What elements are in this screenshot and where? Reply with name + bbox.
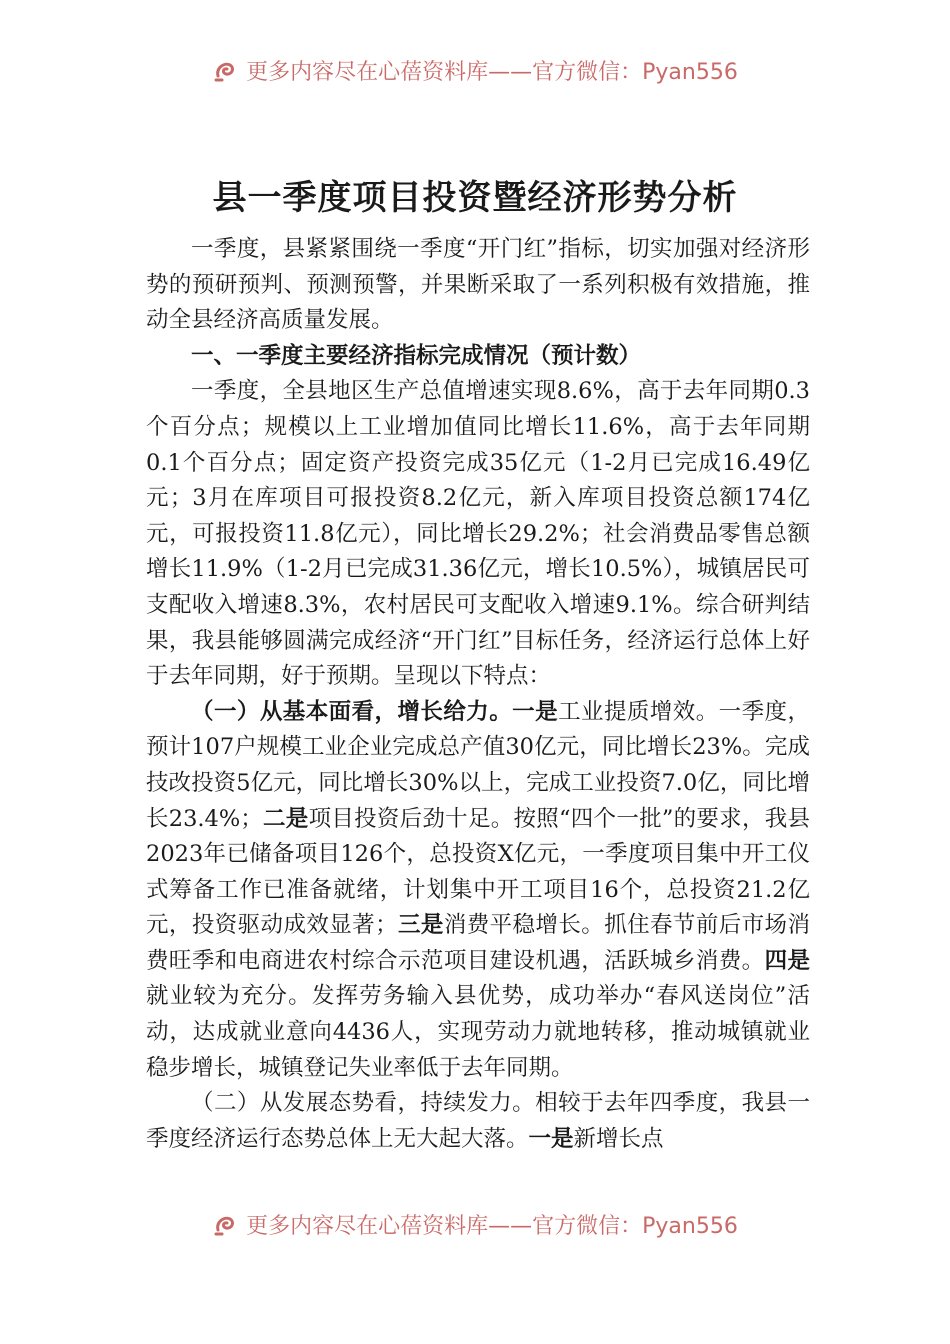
trend-paragraph [146, 1086, 810, 1157]
fundamentals-paragraph [146, 695, 810, 1087]
watermark-text: 更多内容尽在心蓓资料库——官方微信：Pyan556 [246, 1213, 738, 1239]
point-marker: 一是 [512, 698, 559, 725]
document-body [146, 232, 810, 1157]
point-text: 就业较为充分。发挥劳务输入县优势，成功举办“春风送岗位”活动，达成就业意向4436人，实现劳动力就地转移，推动城镇就业稳步增长，城镇登记失业率低于去年同期。 [146, 983, 810, 1081]
watermark-text: 更多内容尽在心蓓资料库——官方微信：Pyan556 [246, 59, 738, 85]
point-marker: 三是 [397, 912, 444, 939]
spiral-logo-icon [212, 1210, 240, 1238]
point-marker: 二是 [262, 805, 309, 832]
spiral-logo-icon [212, 56, 240, 84]
point-text: 新增长点 [573, 1125, 664, 1152]
point-text: 工业提质增效。一季度，预计107户规模工业企业完成总产值30亿元，同比增长23%。完成技改投资5亿元，同比增长30%以上，完成工业投资7.0亿，同比增长23.4%； [146, 698, 810, 832]
point-marker: 四是 [764, 947, 810, 974]
point-text: 项目投资后劲十足。按照“四个一批”的要求，我县2023年已储备项目126个，总投资X亿元，一季度项目集中开工仪式筹备工作已准备就绪，计划集中开工项目16个，总投资21.2亿元，投资驱动成效显著； [146, 805, 810, 939]
intro-paragraph: 一季度，县紧紧围绕一季度“开门红”指标，切实加强对经济形势的预研预判、预测预警，并果断采取了一系列积极有效措施，推动全县经济高质量发展。 [146, 236, 810, 334]
point-marker: 一是 [528, 1125, 574, 1152]
point-text: 消费平稳增长。抓住春节前后市场消费旺季和电商进农村综合示范项目建设机遇，活跃城乡消费。 [146, 912, 810, 974]
watermark-top [0, 52, 950, 88]
document-title: 县一季度项目投资暨经济形势分析 [212, 178, 738, 218]
paragraph-text: 相较于去年四季度，我县一季度经济运行态势总体上无大起大落。 [146, 1090, 810, 1152]
watermark-bottom [0, 1206, 950, 1242]
subsection-heading: （二）从发展态势看，持续发力。 [191, 1090, 536, 1117]
subsection-heading: （一）从基本面看，增长给力。 [191, 698, 513, 725]
section-heading: 一、一季度主要经济指标完成情况（预计数） [191, 342, 642, 369]
indicators-paragraph: 一季度，全县地区生产总值增速实现8.6%，高于去年同期0.3个百分点；规模以上工业增加值同比增长11.6%，高于去年同期0.1个百分点；固定资产投资完成35亿元（1-2月已完成16.49亿元；3月在库项目可报投资8.2亿元，新入库项目投资总额174亿元，可报投资11.8亿元），同比增长29.2%；社会消费品零售总额增长11.9%（1-2月已完成31.36亿元，增长10.5%），城镇居民可支配收入增速8.3%，农村居民可支配收入增速9.1%。综合研判结果，我县能够圆满完成经济“开门红”目标任务，经济运行总体上好于去年同期，好于预期。呈现以下特点： [146, 378, 810, 690]
